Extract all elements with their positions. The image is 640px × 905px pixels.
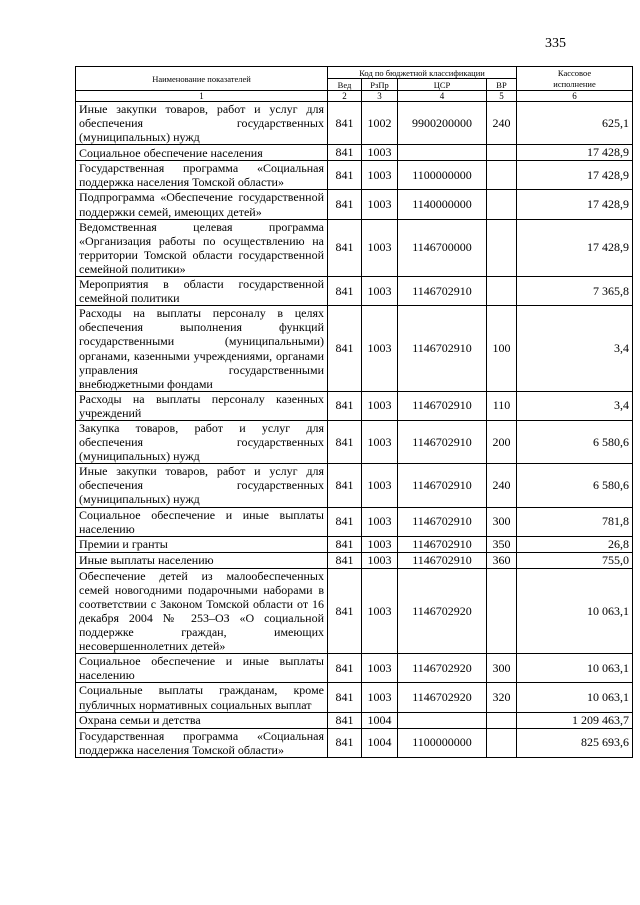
table-row [76,654,633,683]
row-ved: 841 [328,507,362,536]
row-vr: 360 [487,552,517,568]
header-rzpr: РзПр [362,79,398,91]
row-vr: 100 [487,306,517,392]
row-name: Социальное обеспечение населения [76,145,328,161]
header-execution-line1: Кассовое [557,67,592,78]
header-name: Наименование показателей [76,67,328,91]
table-row [76,712,633,728]
row-vr: 300 [487,654,517,683]
row-rzpr: 1004 [362,712,398,728]
row-ved: 841 [328,683,362,712]
table-row [76,277,633,306]
row-name: Иные закупки товаров, работ и услуг для обеспечения государственных (муниципальных) нужд [76,464,328,507]
row-csr: 1146700000 [398,219,487,276]
row-amount: 3,4 [517,306,633,392]
row-ved: 841 [328,145,362,161]
row-name: Социальные выплаты гражданам, кроме публичных нормативных социальных выплат [76,683,328,712]
row-name: Охрана семьи и детства [76,712,328,728]
column-numbers-row [76,91,633,102]
table-row [76,102,633,145]
table-row [76,161,633,190]
column-number: 4 [398,91,487,102]
row-rzpr: 1003 [362,683,398,712]
row-name: Расходы на выплаты персоналу в целях обеспечения выполнения функций государственными (муниципальными) органами, казенными учреждениями, органами управления государственными внебюджетными фондами [76,306,328,392]
row-rzpr: 1003 [362,552,398,568]
row-csr: 1146702910 [398,464,487,507]
row-rzpr: 1003 [362,190,398,219]
row-rzpr: 1003 [362,219,398,276]
row-csr: 1146702910 [398,391,487,420]
row-name: Мероприятия в области государственной семейной политики [76,277,328,306]
table-row [76,145,633,161]
column-number: 6 [517,91,633,102]
table-row [76,552,633,568]
row-amount: 6 580,6 [517,464,633,507]
row-rzpr: 1003 [362,420,398,463]
header-execution [517,67,633,91]
column-number: 1 [76,91,328,102]
row-amount: 17 428,9 [517,161,633,190]
row-csr: 1146702910 [398,306,487,392]
row-name: Обеспечение детей из малообеспеченных семей новогодними подарочными наборами в соответствии с Законом Томской области от 16 декабря 2004 № 253–ОЗ «О социальной поддержке граждан, имеющих несовершеннолетних детей» [76,568,328,654]
row-ved: 841 [328,219,362,276]
row-ved: 841 [328,464,362,507]
row-csr: 1146702910 [398,420,487,463]
row-csr [398,145,487,161]
row-vr [487,161,517,190]
row-name: Иные закупки товаров, работ и услуг для обеспечения государственных (муниципальных) нужд [76,102,328,145]
table-row [76,507,633,536]
row-csr: 1146702910 [398,552,487,568]
row-vr: 240 [487,464,517,507]
row-vr [487,219,517,276]
row-amount: 3,4 [517,391,633,420]
row-csr: 1146702910 [398,507,487,536]
row-ved: 841 [328,190,362,219]
row-rzpr: 1003 [362,536,398,552]
row-rzpr: 1004 [362,728,398,757]
row-rzpr: 1003 [362,464,398,507]
row-csr: 1100000000 [398,161,487,190]
row-ved: 841 [328,102,362,145]
row-rzpr: 1003 [362,306,398,392]
row-csr: 1146702910 [398,536,487,552]
page-number: 335 [545,36,566,51]
row-amount: 10 063,1 [517,683,633,712]
row-name: Иные выплаты населению [76,552,328,568]
row-vr: 350 [487,536,517,552]
row-ved: 841 [328,391,362,420]
row-rzpr: 1003 [362,568,398,654]
header-execution-line2: исполнение [553,78,596,89]
header-code-group: Код по бюджетной классификации [328,67,517,79]
row-rzpr: 1003 [362,507,398,536]
row-rzpr: 1003 [362,161,398,190]
row-amount: 7 365,8 [517,277,633,306]
table-row [76,420,633,463]
header-ved: Вед [328,79,362,91]
row-vr [487,277,517,306]
table-row [76,568,633,654]
row-amount: 755,0 [517,552,633,568]
row-rzpr: 1003 [362,277,398,306]
row-csr: 1146702910 [398,277,487,306]
row-vr [487,145,517,161]
table-row [76,728,633,757]
header-vr: ВР [487,79,517,91]
table-row [76,464,633,507]
row-vr [487,568,517,654]
row-vr: 320 [487,683,517,712]
row-ved: 841 [328,712,362,728]
row-vr: 240 [487,102,517,145]
row-amount: 26,8 [517,536,633,552]
row-rzpr: 1003 [362,654,398,683]
row-rzpr: 1003 [362,145,398,161]
row-amount: 781,8 [517,507,633,536]
row-amount: 17 428,9 [517,145,633,161]
row-csr: 1100000000 [398,728,487,757]
row-amount: 6 580,6 [517,420,633,463]
row-amount: 625,1 [517,102,633,145]
header-csr: ЦСР [398,79,487,91]
row-amount: 10 063,1 [517,654,633,683]
row-amount: 17 428,9 [517,190,633,219]
row-name: Государственная программа «Социальная поддержка населения Томской области» [76,161,328,190]
row-name: Закупка товаров, работ и услуг для обеспечения государственных (муниципальных) нужд [76,420,328,463]
table-row [76,219,633,276]
row-ved: 841 [328,306,362,392]
column-number: 5 [487,91,517,102]
row-csr [398,712,487,728]
row-name: Социальное обеспечение и иные выплаты населению [76,654,328,683]
row-amount: 17 428,9 [517,219,633,276]
row-ved: 841 [328,568,362,654]
row-ved: 841 [328,654,362,683]
row-vr [487,712,517,728]
row-name: Расходы на выплаты персоналу казенных учреждений [76,391,328,420]
row-csr: 1146702920 [398,568,487,654]
column-number: 2 [328,91,362,102]
column-number: 3 [362,91,398,102]
budget-table [75,66,633,758]
row-amount: 10 063,1 [517,568,633,654]
table-row [76,391,633,420]
row-ved: 841 [328,420,362,463]
row-csr: 1146702920 [398,683,487,712]
row-ved: 841 [328,277,362,306]
row-vr: 300 [487,507,517,536]
row-csr: 9900200000 [398,102,487,145]
row-vr: 110 [487,391,517,420]
row-name: Премии и гранты [76,536,328,552]
row-ved: 841 [328,728,362,757]
row-csr: 1140000000 [398,190,487,219]
row-rzpr: 1003 [362,391,398,420]
row-name: Ведомственная целевая программа «Организация работы по осуществлению на территории Томской области государственной семейной политики» [76,219,328,276]
row-vr [487,728,517,757]
table-row [76,536,633,552]
row-csr: 1146702920 [398,654,487,683]
table-row [76,306,633,392]
row-vr [487,190,517,219]
row-name: Подпрограмма «Обеспечение государственной поддержки семей, имеющих детей» [76,190,328,219]
table-row [76,190,633,219]
row-ved: 841 [328,161,362,190]
table-row [76,683,633,712]
row-amount: 1 209 463,7 [517,712,633,728]
row-rzpr: 1002 [362,102,398,145]
row-amount: 825 693,6 [517,728,633,757]
row-vr: 200 [487,420,517,463]
row-name: Социальное обеспечение и иные выплаты населению [76,507,328,536]
row-name: Государственная программа «Социальная поддержка населения Томской области» [76,728,328,757]
row-ved: 841 [328,552,362,568]
row-ved: 841 [328,536,362,552]
